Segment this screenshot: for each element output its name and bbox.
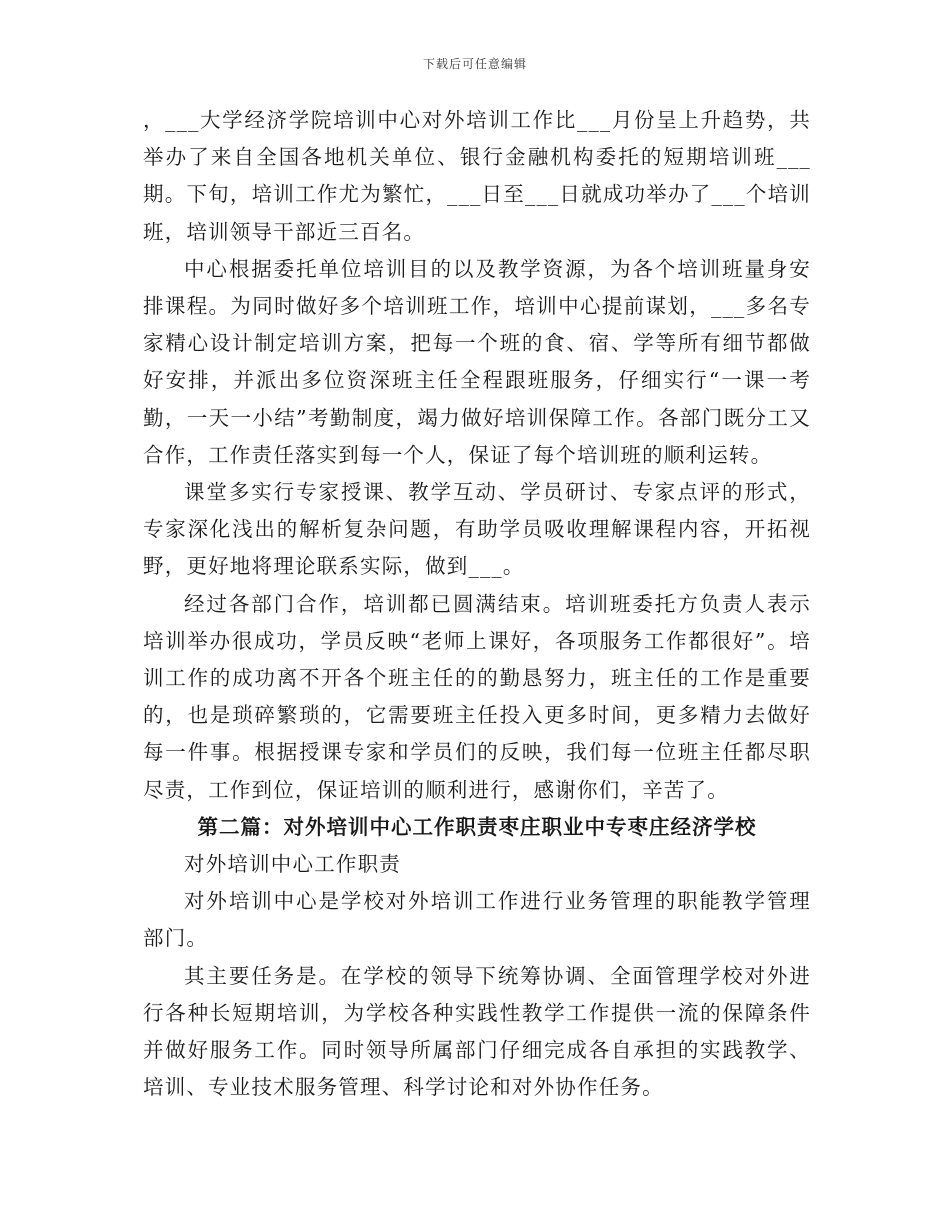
paragraph-training-results: 经过各部门合作，培训都已圆满结束。培训班委托方负责人表示培训举办很成功，学员反映“老师上课好，各项服务工作都很好”。培训工作的成功离不开各个班主任的的勤恳努力，班主任的工作是重要的，也是琐碎繁琐的，它需要班主任投入更多时间，更多精力去做好每一件事。根据授课专家和学员们的反映，我们每一位班主任都尽职尽责，工作到位，保证培训的顺利进行，感谢你们，辛苦了。 bbox=[143, 591, 811, 802]
paragraph-main-tasks: 其主要任务是。在学校的领导下统筹协调、全面管理学校对外进行各种长短期培训，为学校各种实践性教学工作提供一流的保障条件并做好服务工作。同时领导所属部门仔细完成各自承担的实践教学、培训、专业技术服务管理、科学讨论和对外协作任务。 bbox=[143, 963, 811, 1100]
paragraph-training-overview: ，___大学经济学院培训中心对外培训工作比___月份呈上升趋势，共举办了来自全国各地机关单位、银行金融机构委托的短期培训班___期。下旬，培训工作尤为繁忙，___日至___日就成功举办了___个培训班，培训领导干部近三百名。 bbox=[143, 108, 811, 244]
paragraph-center-definition: 对外培训中心是学校对外培训工作进行业务管理的职能教学管理部门。 bbox=[143, 889, 811, 951]
paragraph-teaching-format: 课堂多实行专家授课、教学互动、学员研讨、专家点评的形式，专家深化浅出的解析复杂问题，有助学员吸收理解课程内容，开拓视野，更好地将理论联系实际，做到___。 bbox=[143, 480, 811, 579]
document-body bbox=[143, 102, 811, 1106]
section-title: 第二篇：对外培训中心工作职责枣庄职业中专枣庄经济学校 bbox=[197, 814, 757, 839]
section-subtitle: 对外培训中心工作职责 bbox=[184, 852, 401, 877]
paragraph-course-arrangement: 中心根据委托单位培训目的以及教学资源，为各个培训班量身安排课程。为同时做好多个培训班工作，培训中心提前谋划，___多名专家精心设计制定培训方案，把每一个班的食、宿、学等所有细节都做好安排，并派出多位资深班主任全程跟班服务，仔细实行“一课一考勤，一天一小结”考勤制度，竭力做好培训保障工作。各部门既分工又合作，工作责任落实到每一个人，保证了每个培训班的顺利运转。 bbox=[143, 256, 811, 467]
page-header: 下载后可任意编辑 bbox=[422, 57, 527, 71]
